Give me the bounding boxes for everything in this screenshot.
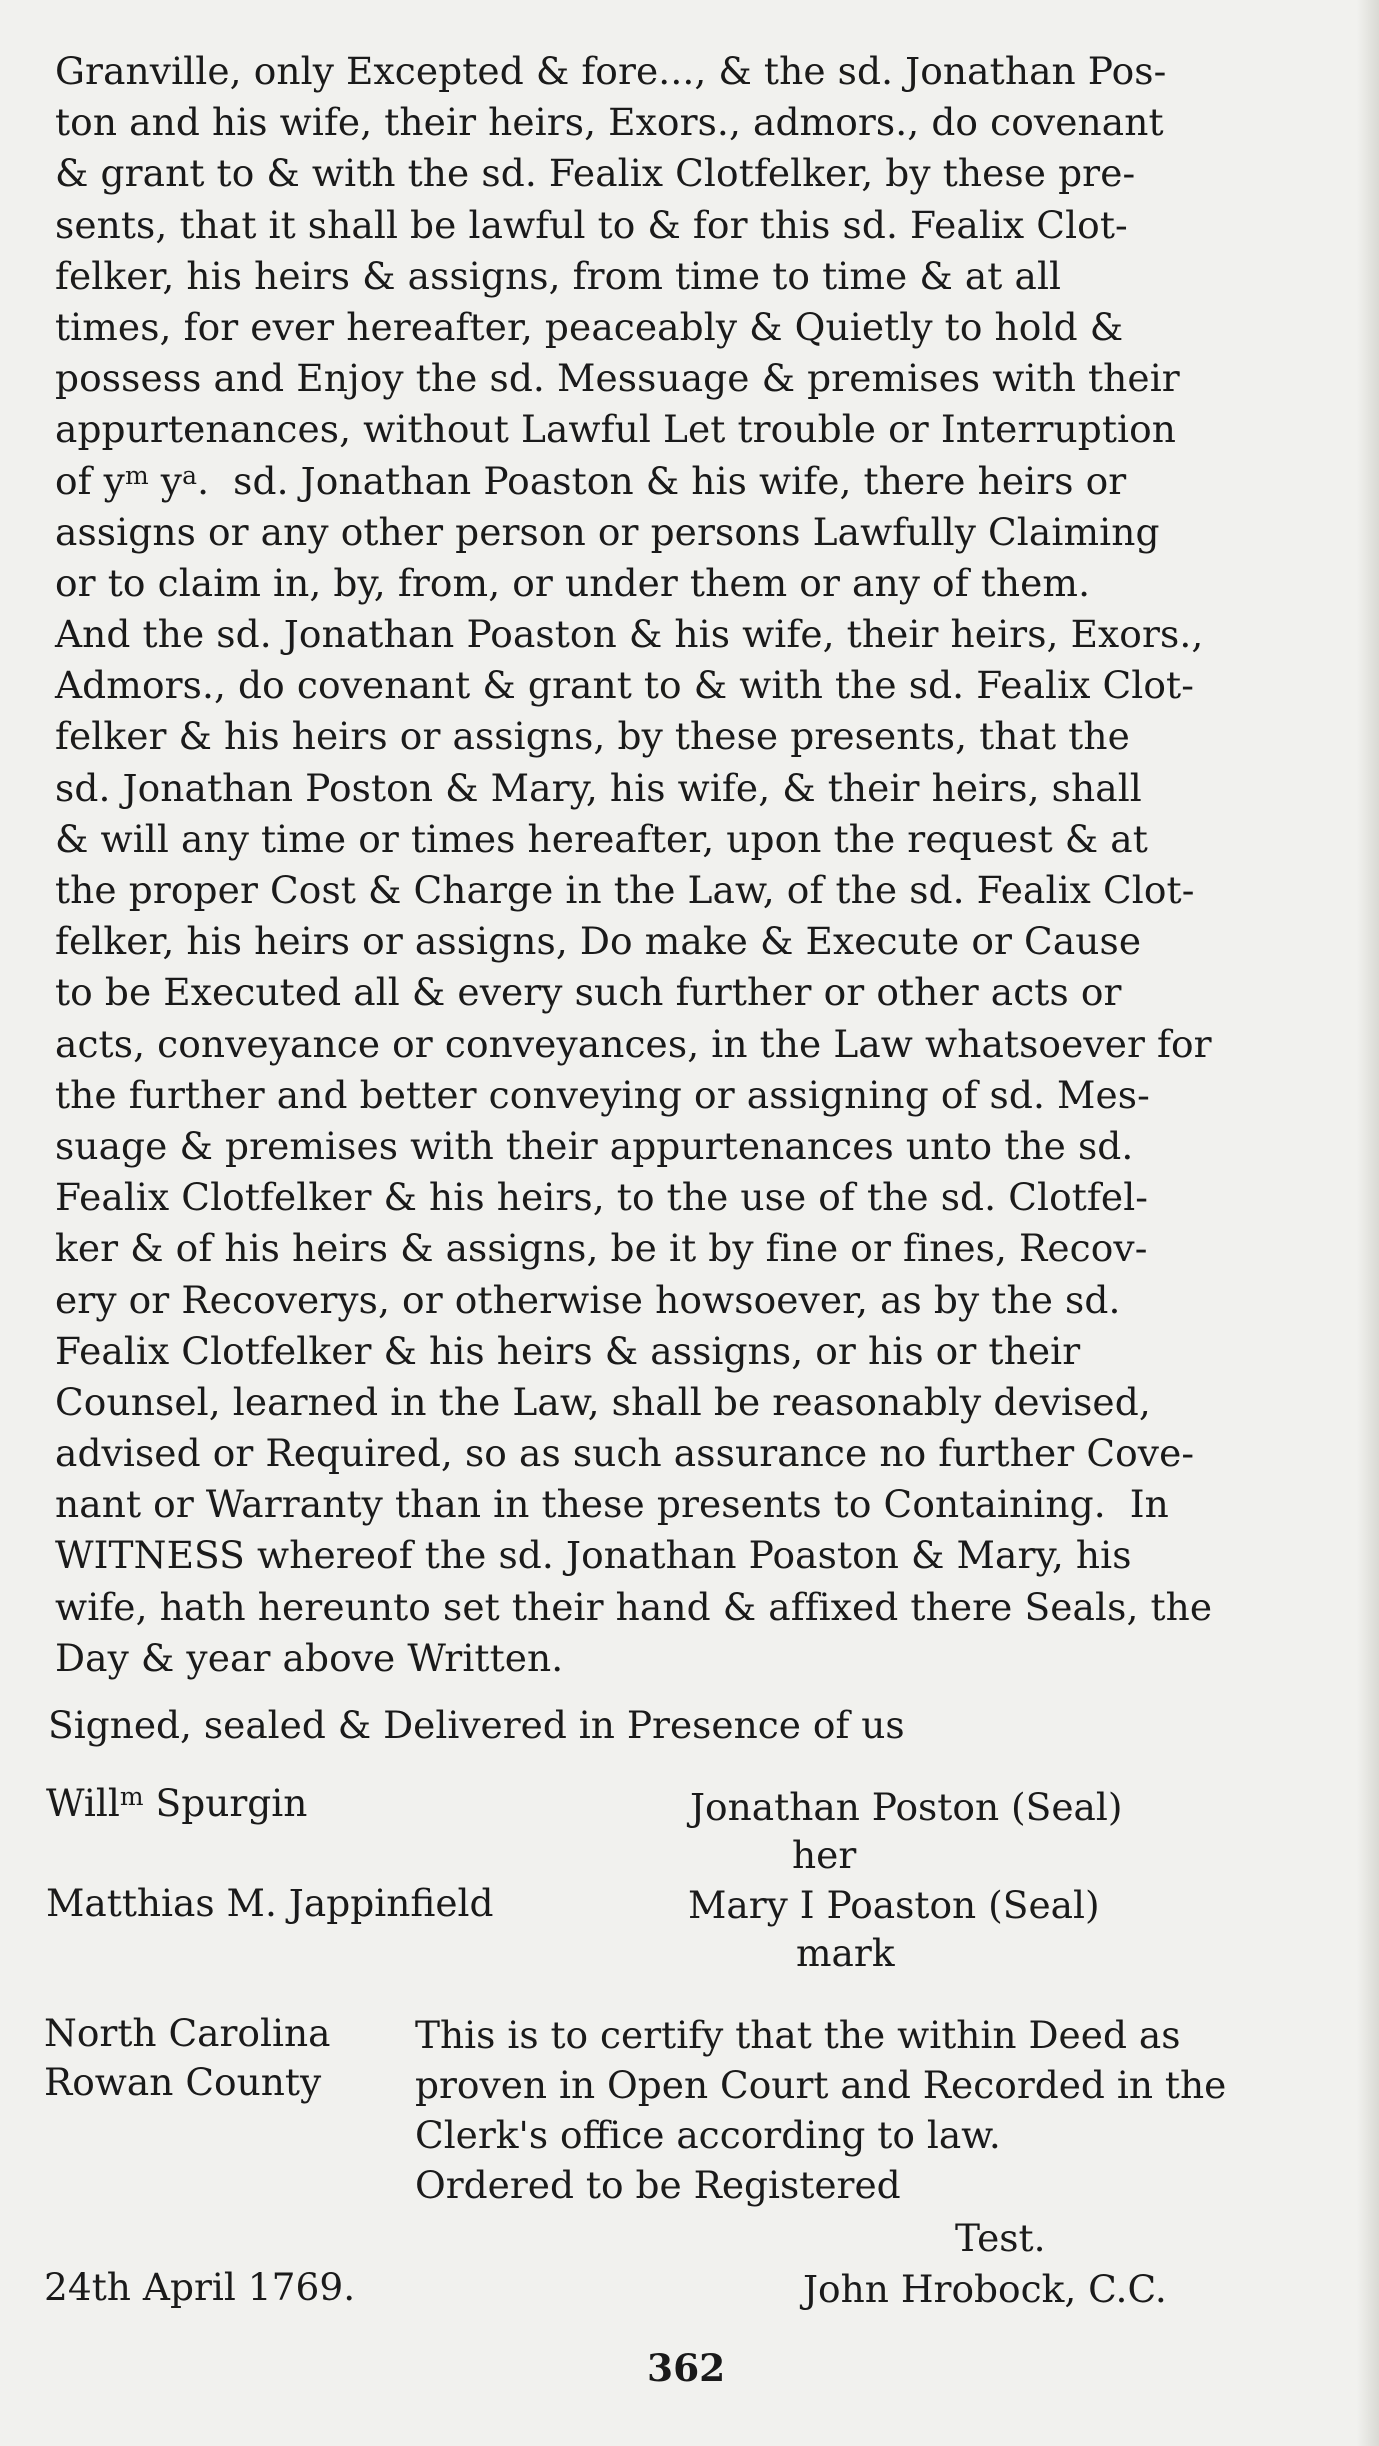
text-line-superscript: [55, 456, 1355, 507]
text-line: Day & year above Written.: [55, 1635, 564, 1680]
witness-1: [46, 1778, 307, 1828]
text-fragment: y: [148, 458, 183, 503]
text-line: or to claim in, by, from, or under them or any of them.: [55, 560, 1091, 605]
text-line: possess and Enjoy the sd. Messuage & premises with their: [55, 356, 1180, 401]
text-fragment: of y: [55, 458, 125, 503]
certification-block: [415, 2010, 1226, 2210]
text-fragment: . sd. Jonathan Poaston & his wife, there heirs or: [197, 458, 1127, 503]
date-text: 24th April 1769.: [44, 2265, 356, 2309]
certification-line: Clerk's office according to law.: [415, 2113, 1001, 2157]
superscript-a: a: [182, 460, 198, 490]
text-line: Fealix Clotfelker & his heirs, to the use of the sd. Clotfel-: [55, 1175, 1149, 1220]
text-line: appurtenances, without Lawful Let trouble or Interruption: [55, 407, 1177, 452]
page-edge-shadow: [1357, 0, 1379, 2446]
deed-body-text: [55, 46, 1355, 1684]
text-line: advised or Required, so as such assurance no further Cove-: [55, 1431, 1195, 1476]
witness-2: Matthias M. Jappinfield: [46, 1881, 494, 1925]
text-line: felker, his heirs or assigns, Do make & Execute or Cause: [55, 919, 1142, 964]
witness-1-name-part: Spurgin: [143, 1781, 308, 1825]
text-line: And the sd. Jonathan Poaston & his wife, their heirs, Exors.,: [55, 612, 1204, 657]
text-line: ton and his wife, their heirs, Exors., admors., do covenant: [55, 100, 1164, 145]
text-line: the proper Cost & Charge in the Law, of the sd. Fealix Clot-: [55, 868, 1195, 912]
her-label: her: [792, 1833, 857, 1877]
text-line: ery or Recoverys, or otherwise howsoever, as by the sd.: [55, 1277, 1121, 1322]
signed-heading: Signed, sealed & Delivered in Presence of us: [48, 1703, 905, 1747]
text-line: Admors., do covenant & grant to & with the sd. Fealix Clot-: [55, 663, 1194, 708]
text-line: sd. Jonathan Poston & Mary, his wife, & their heirs, shall: [55, 765, 1142, 810]
text-line: sents, that it shall be lawful to & for this sd. Fealix Clot-: [55, 202, 1128, 247]
superscript-m: m: [124, 460, 149, 490]
text-line: felker & his heirs or assigns, by these presents, that the: [55, 714, 1130, 759]
text-line: felker, his heirs & assigns, from time to time & at all: [55, 253, 1062, 298]
jurisdiction-state: North Carolina: [44, 2011, 331, 2055]
text-line: acts, conveyance or conveyances, in the Law whatsoever for: [55, 1021, 1212, 1066]
text-line: suage & premises with their appurtenances unto the sd.: [55, 1123, 1134, 1168]
text-line: & will any time or times hereafter, upon the request & at: [55, 816, 1148, 861]
text-line: wife, hath hereunto set their hand & affixed there Seals, the: [55, 1584, 1213, 1629]
text-line: Counsel, learned in the Law, shall be reasonably devised,: [55, 1379, 1151, 1424]
witness-1-name-part: Will: [46, 1781, 120, 1825]
text-line: Granville, only Excepted & fore..., & the sd. Jonathan Pos-: [55, 49, 1167, 93]
text-line: times, for ever hereafter, peaceably & Quietly to hold &: [55, 304, 1124, 349]
certification-line: proven in Open Court and Recorded in the: [415, 2063, 1227, 2107]
text-line: to be Executed all & every such further or other acts or: [55, 970, 1122, 1015]
text-line: & grant to & with the sd. Fealix Clotfelker, by these pre-: [55, 151, 1136, 196]
mark-label: mark: [796, 1931, 895, 1975]
clerk-signature: John Hrobock, C.C.: [803, 2267, 1167, 2311]
text-line: the further and better conveying or assigning of sd. Mes-: [55, 1072, 1150, 1117]
certification-line: Ordered to be Registered: [415, 2163, 901, 2207]
jurisdiction-county: Rowan County: [44, 2060, 322, 2104]
test-label: Test.: [955, 2216, 1046, 2260]
text-line: nant or Warranty than in these presents to Containing. In: [55, 1482, 1169, 1527]
grantor-1: Jonathan Poston (Seal): [690, 1785, 1123, 1829]
certification-line: This is to certify that the within Deed as: [415, 2013, 1181, 2057]
text-line: Fealix Clotfelker & his heirs & assigns, or his or their: [55, 1328, 1081, 1373]
text-line: WITNESS whereof the sd. Jonathan Poaston & Mary, his: [55, 1533, 1132, 1578]
grantor-2: Mary I Poaston (Seal): [688, 1883, 1100, 1927]
text-line: ker & of his heirs & assigns, be it by fine or fines, Recov-: [55, 1226, 1148, 1271]
text-line: assigns or any other person or persons Lawfully Claiming: [55, 509, 1160, 554]
page-number: 362: [647, 2346, 726, 2390]
superscript-m: m: [119, 1782, 144, 1811]
